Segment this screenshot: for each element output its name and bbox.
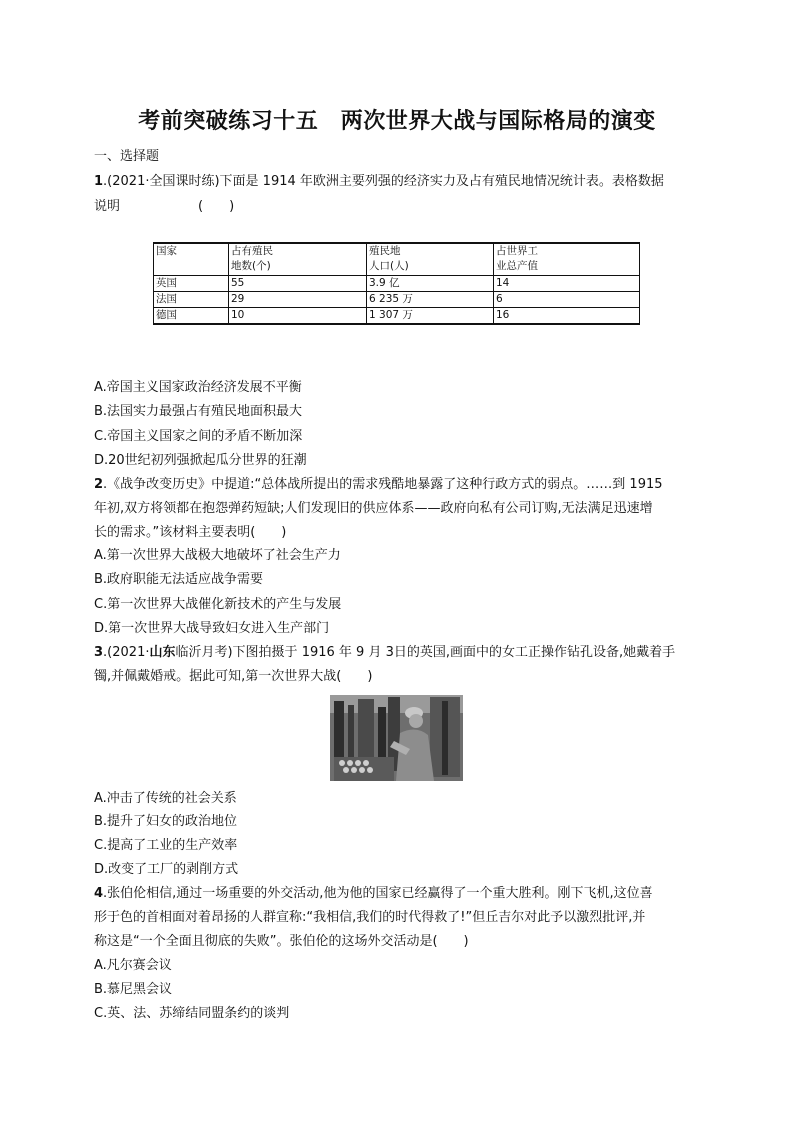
- table-row: [154, 291, 640, 307]
- section-heading: 一、选择题: [94, 149, 160, 164]
- question-2-stem-cont: 年初,双方将领都在抱怨弹药短缺;人们发现旧的供应体系——政府向私有公司订购,无法满足迅速增: [94, 501, 653, 516]
- factory-worker-image: [330, 695, 463, 781]
- question-2-stem: [94, 475, 704, 495]
- question-4-stem: [94, 884, 704, 904]
- question-4-number: 4: [94, 886, 104, 901]
- table-header-row: [154, 243, 640, 275]
- question-1-stem-cont: 说明 ( ): [94, 199, 235, 214]
- table-cell: 1 307 万: [367, 307, 494, 324]
- option-b: B.提升了妇女的政治地位: [94, 814, 238, 829]
- question-2-text: .《战争改变历史》中提道:“总体战所提出的需求残酷地暴露了这种行政方式的弱点。……到 1915: [103, 477, 663, 492]
- option-c: C.提高了工业的生产效率: [94, 838, 238, 853]
- option-d: D.20世纪初列强掀起瓜分世界的狂潮: [94, 453, 307, 468]
- option-c: C.帝国主义国家之间的矛盾不断加深: [94, 429, 303, 444]
- option-d: D.第一次世界大战导致妇女进入生产部门: [94, 621, 330, 636]
- table-cell: 法国: [154, 291, 229, 307]
- question-3-text: 临沂月考)下图拍摄于 1916 年 9 月 3日的英国,画面中的女工正操作钻孔设备,她戴着手: [175, 645, 676, 660]
- question-4-stem-cont: 称这是“一个全面且彻底的失败”。张伯伦的这场外交活动是( ): [94, 934, 469, 949]
- question-3-number: 3: [94, 645, 104, 660]
- table-header-cell: 国家: [154, 243, 229, 275]
- option-b: B.慕尼黑会议: [94, 982, 173, 997]
- option-b: B.政府职能无法适应战争需要: [94, 572, 264, 587]
- table-row: [154, 307, 640, 324]
- table-header-cell: 占有殖民 地数(个): [229, 243, 367, 275]
- table-cell: 3.9 亿: [367, 275, 494, 291]
- question-3-source-province: 山东: [149, 645, 176, 660]
- table-cell: 德国: [154, 307, 229, 324]
- table-cell: 16: [494, 307, 640, 324]
- table-cell: 55: [229, 275, 367, 291]
- factory-worker-photo: [330, 695, 463, 781]
- option-c: C.第一次世界大战催化新技术的产生与发展: [94, 597, 342, 612]
- table-cell: 6 235 万: [367, 291, 494, 307]
- page-title: 考前突破练习十五 两次世界大战与国际格局的演变: [138, 109, 656, 134]
- table-header-cell: 殖民地 人口(人): [367, 243, 494, 275]
- table-cell: 6: [494, 291, 640, 307]
- table-header-cell: 占世界工 业总产值: [494, 243, 640, 275]
- table-cell: 29: [229, 291, 367, 307]
- option-d: D.改变了工厂的剥削方式: [94, 862, 239, 877]
- question-1-number: 1: [94, 174, 104, 189]
- question-3-stem: [94, 643, 704, 663]
- option-a: A.第一次世界大战极大地破坏了社会生产力: [94, 548, 341, 563]
- question-1-text: .(2021·全国课时练)下面是 1914 年欧洲主要列强的经济实力及占有殖民地情况统计表。表格数据: [103, 174, 664, 189]
- table-row: [154, 275, 640, 291]
- table-cell: 14: [494, 275, 640, 291]
- table-cell: 10: [229, 307, 367, 324]
- option-a: A.冲击了传统的社会关系: [94, 791, 237, 806]
- question-2-stem-cont: 长的需求。”该材料主要表明( ): [94, 525, 287, 540]
- question-1-stem: [94, 172, 704, 192]
- option-a: A.凡尔赛会议: [94, 958, 172, 973]
- question-2-number: 2: [94, 477, 104, 492]
- question-4-text: .张伯伦相信,通过一场重要的外交活动,他为他的国家已经赢得了一个重大胜利。刚下飞机,这位喜: [103, 886, 653, 901]
- option-b: B.法国实力最强占有殖民地面积最大: [94, 404, 303, 419]
- question-4-stem-cont: 形于色的首相面对着昂扬的人群宣称:“我相信,我们的时代得救了!”但丘吉尔对此予以激烈批评,并: [94, 910, 646, 925]
- option-a: A.帝国主义国家政治经济发展不平衡: [94, 380, 302, 395]
- question-3-stem-cont: 镯,并佩戴婚戒。据此可知,第一次世界大战( ): [94, 669, 373, 684]
- option-c: C.英、法、苏缔结同盟条约的谈判: [94, 1006, 290, 1021]
- colonial-stats-table: [153, 242, 640, 325]
- table-cell: 英国: [154, 275, 229, 291]
- question-3-source-prefix: .(2021·: [103, 645, 150, 660]
